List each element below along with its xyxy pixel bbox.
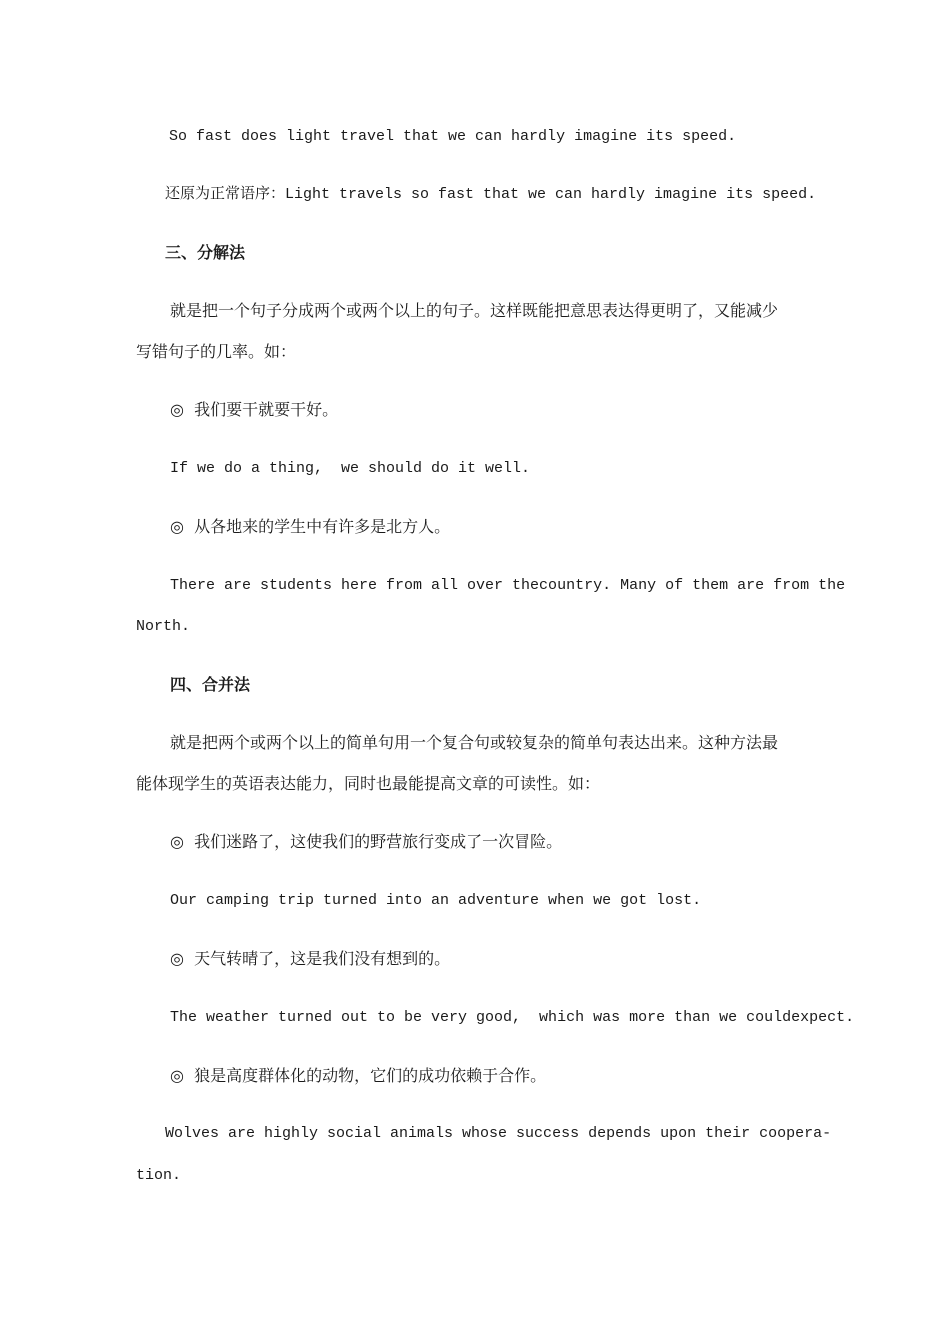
paragraph-line: 能体现学生的英语表达能力，同时也最能提高文章的可读性。如：	[136, 774, 601, 793]
paragraph-line: 就是把一个句子分成两个或两个以上的句子。这样既能把意思表达得更明了，又能减少	[170, 301, 779, 320]
example-english: Our camping trip turned into an adventure when we got lost.	[170, 892, 702, 909]
paragraph-line: 就是把两个或两个以上的简单句用一个复合句或较复杂的简单句表达出来。这种方法最	[170, 733, 779, 752]
normal-order-sentence: 还原为正常语序：Light travels so fast that we can hardly imagine its speed.	[165, 186, 817, 203]
section-heading-decomposition: 三、分解法	[165, 243, 246, 262]
paragraph-line: 写错句子的几率。如：	[136, 342, 297, 361]
example-english: North.	[136, 618, 191, 635]
example-english: Wolves are highly social animals whose success depends upon their coopera-	[165, 1125, 832, 1142]
section-heading-combination: 四、合并法	[170, 675, 251, 694]
example-english: The weather turned out to be very good, which was more than we couldexpect.	[170, 1009, 855, 1026]
example-chinese: ◎ 我们要干就要干好。	[170, 400, 339, 419]
example-chinese: ◎ 我们迷路了，这使我们的野营旅行变成了一次冒险。	[170, 832, 563, 851]
example-english: If we do a thing, we should do it well.	[170, 460, 531, 477]
example-chinese: ◎ 从各地来的学生中有许多是北方人。	[170, 517, 451, 536]
example-english: There are students here from all over thecountry. Many of them are from the	[170, 577, 846, 594]
example-chinese: ◎ 天气转晴了，这是我们没有想到的。	[170, 949, 451, 968]
example-sentence: So fast does light travel that we can hardly imagine its speed.	[169, 128, 737, 145]
example-english: tion.	[136, 1167, 182, 1184]
example-chinese: ◎ 狼是高度群体化的动物，它们的成功依赖于合作。	[170, 1066, 547, 1085]
